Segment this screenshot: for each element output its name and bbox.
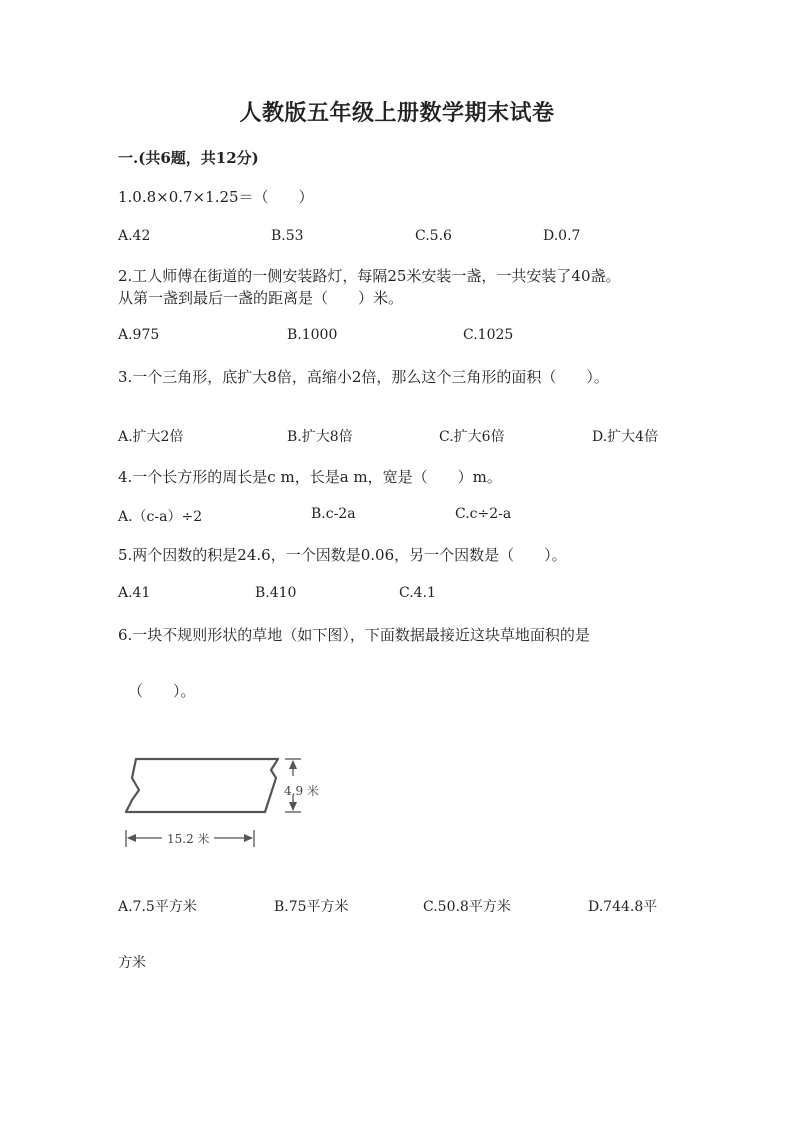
q6-option-d-wrap: 方米 (118, 955, 146, 971)
q4-option-c[interactable]: C.c÷2-a (455, 506, 512, 522)
grass-plot-figure (118, 750, 338, 854)
grass-plot-shape (126, 759, 278, 812)
q6-option-a[interactable]: A.7.5平方米 (118, 899, 197, 915)
question-5-text: 5.两个因数的积是24.6，一个因数是0.06，另一个因数是（ ）。 (118, 546, 567, 564)
base-label: 15.2 米 (167, 832, 210, 846)
q5-option-a[interactable]: A.41 (118, 585, 151, 601)
q1-option-a[interactable]: A.42 (118, 228, 151, 244)
q1-option-d[interactable]: D.0.7 (543, 228, 581, 244)
q1-option-b[interactable]: B.53 (271, 228, 304, 244)
question-6-blank: （ ）。 (128, 682, 196, 700)
q2-option-a[interactable]: A.975 (118, 327, 160, 343)
q5-option-b[interactable]: B.410 (255, 585, 297, 601)
question-2-text-line1: 2.工人师傅在街道的一侧安装路灯，每隔25米安装一盏，一共安装了40盏。 (118, 267, 621, 285)
q2-option-b[interactable]: B.1000 (287, 327, 338, 343)
q3-option-d[interactable]: D.扩大4倍 (592, 429, 659, 445)
q2-option-c[interactable]: C.1025 (463, 327, 514, 343)
question-4-text: 4.一个长方形的周长是c m，长是a m，宽是（ ）m。 (118, 468, 502, 486)
q3-option-c[interactable]: C.扩大6倍 (439, 429, 505, 445)
q5-option-c[interactable]: C.4.1 (399, 585, 436, 601)
question-2-text-line2: 从第一盏到最后一盏的距离是（ ）米。 (118, 289, 404, 307)
q4-option-b[interactable]: B.c-2a (311, 506, 356, 522)
question-1-text: 1.0.8×0.7×1.25＝（ ） (118, 188, 314, 206)
page-title: 人教版五年级上册数学期末试卷 (239, 100, 555, 126)
q6-option-b[interactable]: B.75平方米 (274, 899, 349, 915)
q6-option-c[interactable]: C.50.8平方米 (423, 899, 511, 915)
height-label: 4.9 米 (284, 784, 319, 798)
question-3-text: 3.一个三角形，底扩大8倍，高缩小2倍，那么这个三角形的面积（ ）。 (118, 368, 609, 386)
q3-option-a[interactable]: A.扩大2倍 (118, 429, 184, 445)
q3-option-b[interactable]: B.扩大8倍 (287, 429, 353, 445)
question-6-text: 6.一块不规则形状的草地（如下图），下面数据最接近这块草地面积的是 (118, 626, 590, 644)
section-heading: 一.(共6题，共12分) (118, 149, 259, 167)
q1-option-c[interactable]: C.5.6 (415, 228, 452, 244)
q6-option-d[interactable]: D.744.8平 (588, 899, 658, 915)
q4-option-a[interactable]: A.（c-a）÷2 (118, 509, 203, 525)
